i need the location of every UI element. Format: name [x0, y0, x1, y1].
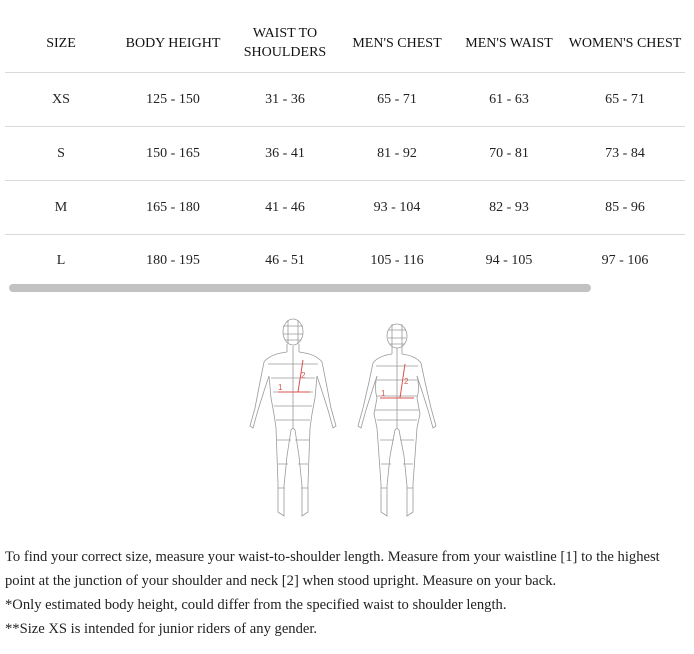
male-waist-to-shoulder-marker: [278, 360, 310, 392]
cell-womens-chest: 65 - 71: [565, 73, 685, 127]
column-header-size: SIZE: [5, 14, 117, 73]
cell-size: L: [56, 253, 66, 268]
cell-womens-chest: 85 - 96: [565, 181, 685, 235]
table-row: [5, 181, 685, 235]
size-table: [5, 14, 685, 287]
cell-womens-chest: 97 - 106: [601, 253, 649, 268]
cell-womens-chest: 73 - 84: [565, 127, 685, 181]
cell-body-height: 150 - 165: [117, 127, 229, 181]
table-row: [5, 73, 685, 127]
cell-mens-waist: 70 - 81: [453, 127, 565, 181]
column-header-mens-waist: MEN'S WAIST: [453, 14, 565, 73]
column-header-womens-chest: WOMEN'S CHEST: [565, 14, 685, 73]
horizontal-scrollbar[interactable]: [9, 284, 591, 292]
male-figure: [250, 319, 336, 516]
table-row: [5, 235, 685, 288]
column-header-mens-chest: MEN'S CHEST: [341, 14, 453, 73]
female-marker-2: 2: [404, 377, 409, 386]
cell-mens-chest: 65 - 71: [341, 73, 453, 127]
female-marker-1: 1: [381, 389, 386, 398]
measurement-instructions: To find your correct size, measure your waist-to-shoulder length. Measure from your waistline [1] to the highest point at the junction of your shoulder and neck [2] when stood upright. Measure on your back.: [5, 549, 660, 589]
body-height-footnote: *Only estimated body height, could differ from the specified waist to shoulder length.: [5, 597, 507, 613]
cell-size: S: [5, 127, 117, 181]
cell-mens-chest: 105 - 116: [370, 253, 424, 268]
cell-size: M: [5, 181, 117, 235]
cell-body-height: 180 - 195: [146, 253, 200, 268]
male-marker-2: 2: [301, 371, 306, 380]
cell-mens-waist: 61 - 63: [453, 73, 565, 127]
cell-size: XS: [5, 73, 117, 127]
size-guide-notes: [5, 545, 689, 641]
cell-body-height: 165 - 180: [117, 181, 229, 235]
cell-mens-chest: 93 - 104: [341, 181, 453, 235]
cell-mens-waist: 82 - 93: [453, 181, 565, 235]
cell-waist-to-shoulders: 41 - 46: [229, 181, 341, 235]
cell-body-height: 125 - 150: [117, 73, 229, 127]
table-row: [5, 127, 685, 181]
size-chart: [5, 14, 685, 287]
xs-size-footnote: **Size XS is intended for junior riders of any gender.: [5, 621, 318, 637]
cell-waist-to-shoulders: 31 - 36: [229, 73, 341, 127]
table-header-row: [5, 14, 685, 73]
male-marker-1: 1: [278, 383, 283, 392]
column-header-body-height: BODY HEIGHT: [117, 14, 229, 73]
cell-waist-to-shoulders: 46 - 51: [265, 253, 305, 268]
body-diagram-illustration: [240, 316, 450, 526]
cell-waist-to-shoulders: 36 - 41: [229, 127, 341, 181]
cell-mens-chest: 81 - 92: [341, 127, 453, 181]
female-figure: [358, 324, 436, 516]
cell-mens-waist: 94 - 105: [485, 253, 533, 268]
measurement-figures: [240, 316, 450, 526]
column-header-waist-to-shoulders: WAIST TO SHOULDERS: [229, 14, 341, 73]
